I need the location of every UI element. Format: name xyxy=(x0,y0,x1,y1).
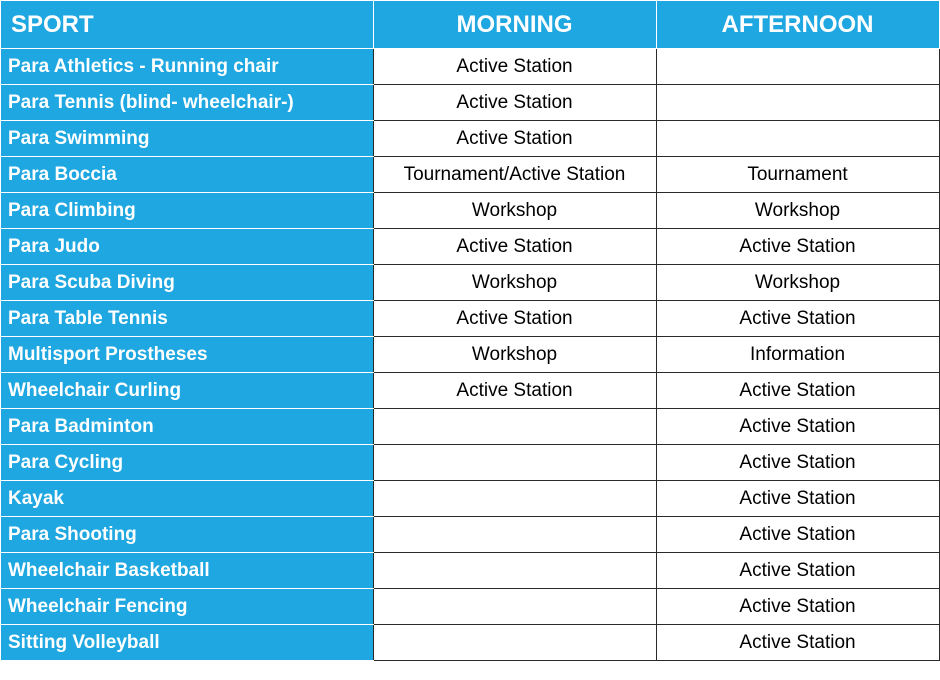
column-header-sport: SPORT xyxy=(1,1,373,49)
morning-slot-cell: Tournament/Active Station xyxy=(373,157,656,193)
morning-slot-cell: Active Station xyxy=(373,301,656,337)
table-row xyxy=(1,373,939,409)
afternoon-slot-cell: Active Station xyxy=(656,625,939,661)
sport-name-cell: Sitting Volleyball xyxy=(1,625,373,661)
afternoon-slot-cell xyxy=(656,85,939,121)
sport-name-cell: Para Judo xyxy=(1,229,373,265)
table-row xyxy=(1,337,939,373)
table-row xyxy=(1,157,939,193)
table-body xyxy=(1,49,939,661)
sport-name-cell: Para Badminton xyxy=(1,409,373,445)
afternoon-slot-cell xyxy=(656,121,939,157)
sport-name-cell: Wheelchair Fencing xyxy=(1,589,373,625)
table-row xyxy=(1,589,939,625)
table-row xyxy=(1,265,939,301)
afternoon-slot-cell: Active Station xyxy=(656,373,939,409)
sport-name-cell: Multisport Prostheses xyxy=(1,337,373,373)
morning-slot-cell xyxy=(373,445,656,481)
table-row xyxy=(1,409,939,445)
sport-name-cell: Para Athletics - Running chair xyxy=(1,49,373,85)
morning-slot-cell: Active Station xyxy=(373,85,656,121)
column-header-morning: MORNING xyxy=(373,1,656,49)
sport-name-cell: Para Boccia xyxy=(1,157,373,193)
afternoon-slot-cell: Active Station xyxy=(656,229,939,265)
table-row xyxy=(1,49,939,85)
morning-slot-cell xyxy=(373,553,656,589)
table-row xyxy=(1,553,939,589)
schedule-table xyxy=(1,0,940,661)
afternoon-slot-cell: Active Station xyxy=(656,445,939,481)
afternoon-slot-cell xyxy=(656,49,939,85)
table-row xyxy=(1,85,939,121)
sport-name-cell: Wheelchair Basketball xyxy=(1,553,373,589)
sport-name-cell: Para Climbing xyxy=(1,193,373,229)
afternoon-slot-cell: Active Station xyxy=(656,301,939,337)
table-row xyxy=(1,121,939,157)
sport-name-cell: Kayak xyxy=(1,481,373,517)
morning-slot-cell: Workshop xyxy=(373,193,656,229)
morning-slot-cell xyxy=(373,589,656,625)
morning-slot-cell xyxy=(373,517,656,553)
morning-slot-cell xyxy=(373,409,656,445)
sport-name-cell: Para Scuba Diving xyxy=(1,265,373,301)
afternoon-slot-cell: Active Station xyxy=(656,481,939,517)
table-row xyxy=(1,517,939,553)
table-row xyxy=(1,625,939,661)
morning-slot-cell: Active Station xyxy=(373,373,656,409)
afternoon-slot-cell: Information xyxy=(656,337,939,373)
table-row xyxy=(1,445,939,481)
sport-name-cell: Para Shooting xyxy=(1,517,373,553)
table-header xyxy=(1,1,939,49)
table-row xyxy=(1,301,939,337)
afternoon-slot-cell: Active Station xyxy=(656,589,939,625)
sport-name-cell: Wheelchair Curling xyxy=(1,373,373,409)
sport-name-cell: Para Swimming xyxy=(1,121,373,157)
afternoon-slot-cell: Active Station xyxy=(656,517,939,553)
table-row xyxy=(1,193,939,229)
afternoon-slot-cell: Active Station xyxy=(656,409,939,445)
morning-slot-cell: Workshop xyxy=(373,265,656,301)
morning-slot-cell: Workshop xyxy=(373,337,656,373)
afternoon-slot-cell: Tournament xyxy=(656,157,939,193)
sport-name-cell: Para Tennis (blind- wheelchair-) xyxy=(1,85,373,121)
column-header-afternoon: AFTERNOON xyxy=(656,1,939,49)
header-row xyxy=(1,1,939,49)
afternoon-slot-cell: Workshop xyxy=(656,193,939,229)
table-row xyxy=(1,229,939,265)
afternoon-slot-cell: Workshop xyxy=(656,265,939,301)
morning-slot-cell xyxy=(373,625,656,661)
table-row xyxy=(1,481,939,517)
sport-name-cell: Para Cycling xyxy=(1,445,373,481)
sport-name-cell: Para Table Tennis xyxy=(1,301,373,337)
morning-slot-cell: Active Station xyxy=(373,121,656,157)
morning-slot-cell: Active Station xyxy=(373,229,656,265)
morning-slot-cell xyxy=(373,481,656,517)
morning-slot-cell: Active Station xyxy=(373,49,656,85)
afternoon-slot-cell: Active Station xyxy=(656,553,939,589)
